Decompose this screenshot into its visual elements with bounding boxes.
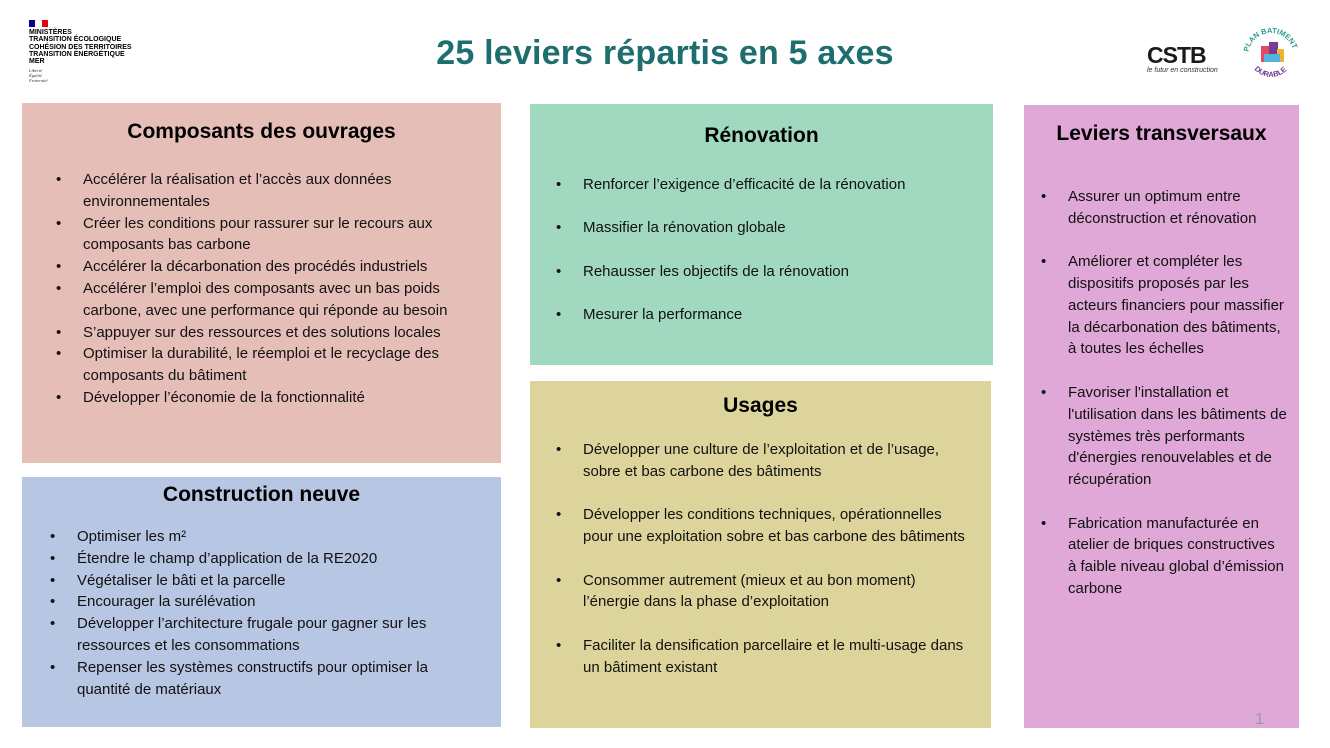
list-item xyxy=(556,217,993,239)
page-title: 25 leviers répartis en 5 axes xyxy=(436,34,894,72)
page-number: 1 xyxy=(1255,711,1264,728)
section-title-construction: Construction neuve xyxy=(162,483,361,506)
list-item-text: Faciliter la densification parcellaire et le multi-usage dans un bâtiment existant xyxy=(583,636,964,676)
plan-logo-text-bottom: DURABLE xyxy=(1252,64,1289,79)
ministry-name: MINISTÈRES TRANSITION ÉCOLOGIQUE COHÉSION DES TERRITOIRES TRANSITION ÉNERGÉTIQUE MER xyxy=(29,29,132,66)
section-title-composants: Composants des ouvrages xyxy=(127,120,396,143)
list-item xyxy=(56,169,483,213)
bullet-icon: • xyxy=(1041,514,1047,532)
section-construction-neuve xyxy=(22,477,501,727)
bullet-icon: • xyxy=(556,506,562,524)
list-item-text: Développer une culture de l’exploitation et de l’usage, sobre et bas carbone des bâtiments xyxy=(583,441,940,480)
bullet-icon: • xyxy=(556,219,562,237)
bullet-icon: • xyxy=(50,615,56,633)
lever-list-composants xyxy=(22,169,501,409)
bullet-icon: • xyxy=(50,528,56,545)
lever-list-transversaux xyxy=(1024,186,1299,600)
list-item xyxy=(1041,251,1287,360)
plan-batiment-durable-logo xyxy=(1240,22,1302,84)
list-item xyxy=(50,570,471,592)
building-block-icon xyxy=(1264,54,1280,62)
section-leviers-transversaux xyxy=(1024,105,1299,728)
bullet-icon: • xyxy=(50,571,56,589)
bullet-icon: • xyxy=(556,176,562,193)
list-item xyxy=(556,439,971,483)
bullet-icon: • xyxy=(1041,253,1047,271)
list-item-text: Rehausser les objectifs de la rénovation xyxy=(583,262,849,280)
list-item xyxy=(556,174,993,196)
list-item-text: Créer les conditions pour rassurer sur le recours aux composants bas carbone xyxy=(83,214,433,254)
list-item-text: Consommer autrement (mieux et au bon moment) l’énergie dans la phase d’exploitation xyxy=(583,571,916,611)
list-item xyxy=(50,526,471,548)
lever-list-renovation xyxy=(530,174,993,326)
list-item xyxy=(56,278,483,322)
republic-motto: Liberté Égalité Fraternité xyxy=(29,68,48,84)
bullet-icon: • xyxy=(556,636,562,654)
list-item-text: Optimiser les m² xyxy=(77,528,187,545)
list-item xyxy=(50,613,471,657)
list-item-text: S’appuyer sur des ressources et des solutions locales xyxy=(83,323,441,341)
list-item-text: Améliorer et compléter les dispositifs proposés par les acteurs financiers pour massifier la décarbonation des bâtiments, à toutes les échelles xyxy=(1068,253,1284,358)
bullet-icon: • xyxy=(56,323,62,341)
list-item-text: Favoriser l'installation et l'utilisation dans les bâtiments de systèmes très performants d'énergies renouvelables et de récupération xyxy=(1068,383,1287,489)
cstb-tagline: le futur en construction xyxy=(1147,67,1218,74)
list-item xyxy=(556,635,971,679)
french-flag-icon xyxy=(29,20,48,27)
list-item xyxy=(56,256,483,278)
list-item-text: Développer l’architecture frugale pour gagner sur les ressources et les consommations xyxy=(77,615,427,654)
list-item xyxy=(50,548,471,570)
bullet-icon: • xyxy=(50,593,56,611)
section-usages xyxy=(530,381,991,728)
list-item-text: Repenser les systèmes constructifs pour optimiser la quantité de matériaux xyxy=(77,658,428,698)
list-item xyxy=(556,504,971,548)
cstb-logo xyxy=(1147,44,1218,74)
bullet-icon: • xyxy=(50,658,56,676)
bullet-icon: • xyxy=(56,171,62,188)
bullet-icon: • xyxy=(56,345,62,363)
list-item-text: Accélérer la décarbonation des procédés industriels xyxy=(83,258,428,276)
list-item xyxy=(56,213,483,257)
section-renovation xyxy=(530,104,993,365)
list-item-text: Développer les conditions techniques, opérationnelles pour une exploitation sobre et bas carbone des bâtiments xyxy=(583,506,965,546)
bullet-icon: • xyxy=(556,571,562,589)
list-item-text: Étendre le champ d’application de la RE2020 xyxy=(77,549,378,567)
lever-list-construction xyxy=(22,526,501,700)
section-title-usages: Usages xyxy=(723,394,798,417)
bullet-icon: • xyxy=(56,214,62,232)
list-item xyxy=(1041,513,1287,600)
bullet-icon: • xyxy=(56,279,62,297)
bullet-icon: • xyxy=(56,258,62,276)
list-item xyxy=(56,343,483,387)
section-composants xyxy=(22,103,501,463)
bullet-icon: • xyxy=(556,306,562,324)
cstb-name: CSTB xyxy=(1147,42,1206,68)
list-item-text: Mesurer la performance xyxy=(583,306,743,324)
list-item xyxy=(56,387,483,409)
list-item xyxy=(1041,382,1287,491)
section-title-renovation: Rénovation xyxy=(704,124,819,147)
list-item-text: Développer l’économie de la fonctionnalité xyxy=(83,388,365,406)
list-item-text: Accélérer l’emploi des composants avec un bas poids carbone, avec une performance qui réponde au besoin xyxy=(83,279,448,319)
list-item xyxy=(50,591,471,613)
list-item xyxy=(56,322,483,344)
list-item xyxy=(556,261,993,283)
list-item-text: Renforcer l’exigence d’efficacité de la rénovation xyxy=(583,176,906,193)
ministry-logo xyxy=(29,20,159,83)
list-item xyxy=(556,304,993,326)
bullet-icon: • xyxy=(556,262,562,280)
list-item-text: Assurer un optimum entre déconstruction et rénovation xyxy=(1068,188,1257,227)
bullet-icon: • xyxy=(56,388,62,406)
list-item-text: Optimiser la durabilité, le réemploi et le recyclage des composants du bâtiment xyxy=(83,345,439,385)
list-item-text: Encourager la surélévation xyxy=(77,593,256,611)
bullet-icon: • xyxy=(1041,188,1047,205)
list-item xyxy=(50,657,471,701)
list-item-text: Massifier la rénovation globale xyxy=(583,219,786,237)
list-item xyxy=(1041,186,1287,230)
plan-logo-text-top: PLAN BATIMENT xyxy=(1241,25,1300,53)
section-title-transversaux: Leviers transversaux xyxy=(1056,122,1267,145)
bullet-icon: • xyxy=(556,441,562,458)
bullet-icon: • xyxy=(50,549,56,567)
lever-list-usages xyxy=(530,439,991,678)
list-item xyxy=(556,570,971,614)
list-item-text: Fabrication manufacturée en atelier de briques constructives à faible niveau global d’émission carbone xyxy=(1068,514,1284,598)
list-item-text: Végétaliser le bâti et la parcelle xyxy=(77,571,286,589)
list-item-text: Accélérer la réalisation et l’accès aux données environnementales xyxy=(83,171,392,210)
bullet-icon: • xyxy=(1041,383,1047,401)
